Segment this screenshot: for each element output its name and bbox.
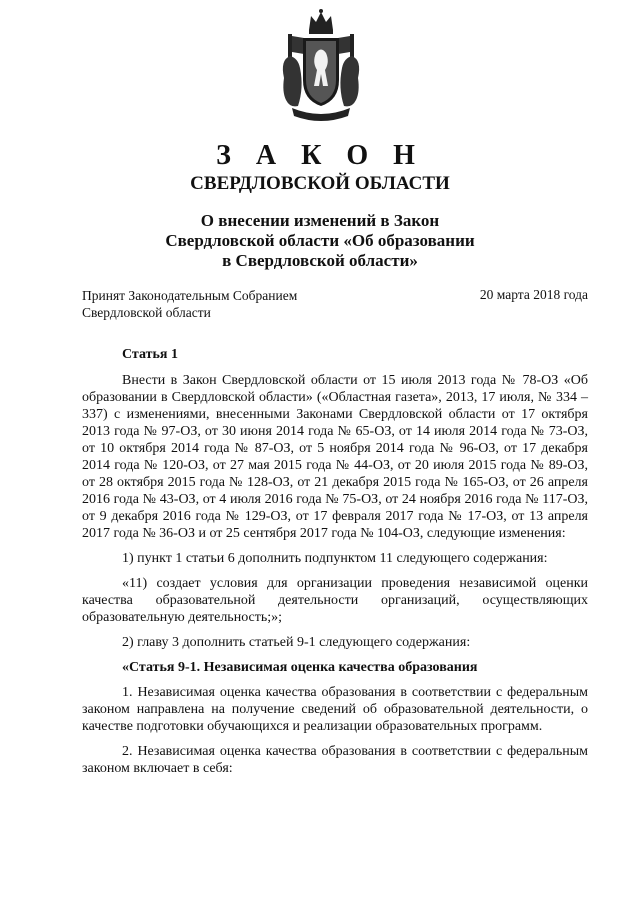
region-title: СВЕРДЛОВСКОЙ ОБЛАСТИ xyxy=(190,173,450,194)
adopted-by-line: Свердловской области xyxy=(82,305,211,320)
amendment-item-2: 2) главу 3 дополнить статьей 9-1 следующего содержания: xyxy=(122,635,471,650)
adopted-by-line: Принят Законодательным Собранием xyxy=(82,288,298,303)
law-title: З А К О Н xyxy=(216,140,424,171)
new-article-point-1: 1. Независимая оценка качества образования в соответствии с федеральным законом направлена на получение сведений об образовательной деятельности, о качестве подготовки обучающихся и реализации образовательных программ. xyxy=(82,685,588,734)
amendment-item-1: 1) пункт 1 статьи 6 дополнить подпунктом 11 следующего содержания: xyxy=(122,551,548,566)
document-body xyxy=(82,346,588,785)
document-title xyxy=(0,211,640,271)
article-intro-paragraph: Внести в Закон Свердловской области от 15 июля 2013 года № 78-ОЗ «Об образовании в Свердловской области» («Областная газета», 2013, 17 июля, № 334 – 337) с изменениями, внесенными Законами Свердловской области от 17 октября 2013 года № 97-ОЗ, от 30 июня 2014 года № 65-ОЗ, от 14 июля 2014 года № 73-ОЗ, от 10 октября 2014 года № 87-ОЗ, от 5 ноября 2014 года № 96-ОЗ, от 17 декабря 2014 года № 120-ОЗ, от 27 мая 2015 года № 44-ОЗ, от 20 июля 2015 года № 89-ОЗ, от 28 октября 2015 года № 128-ОЗ, от 21 декабря 2015 года № 165-ОЗ, от 26 апреля 2016 года № 43-ОЗ, от 4 июля 2016 года № 75-ОЗ, от 24 ноября 2016 года № 117-ОЗ, от 9 декабря 2016 года № 129-ОЗ, от 17 февраля 2017 года № 17-ОЗ, от 13 апреля 2017 года № 36-ОЗ и от 25 сентября 2017 года № 104-ОЗ, следующие изменения: xyxy=(82,373,588,541)
adopted-by xyxy=(82,287,297,321)
article-heading: Статья 1 xyxy=(122,347,178,362)
document-title-line: О внесении изменений в Закон xyxy=(200,211,440,230)
coat-of-arms-icon xyxy=(278,8,364,126)
new-article-point-2: 2. Независимая оценка качества образования в соответствии с федеральным законом включает в себя: xyxy=(82,744,588,776)
document-title-line: в Свердловской области» xyxy=(222,251,418,270)
amendment-item-1-quote: «11) создает условия для организации проведения независимой оценки качества образовательной деятельности организаций, осуществляющих образовательную деятельность;»; xyxy=(82,576,588,625)
adopted-date: 20 марта 2018 года xyxy=(479,287,588,302)
new-article-heading: «Статья 9-1. Независимая оценка качества образования xyxy=(122,660,478,675)
document-title-line: Свердловской области «Об образовании xyxy=(165,231,475,250)
